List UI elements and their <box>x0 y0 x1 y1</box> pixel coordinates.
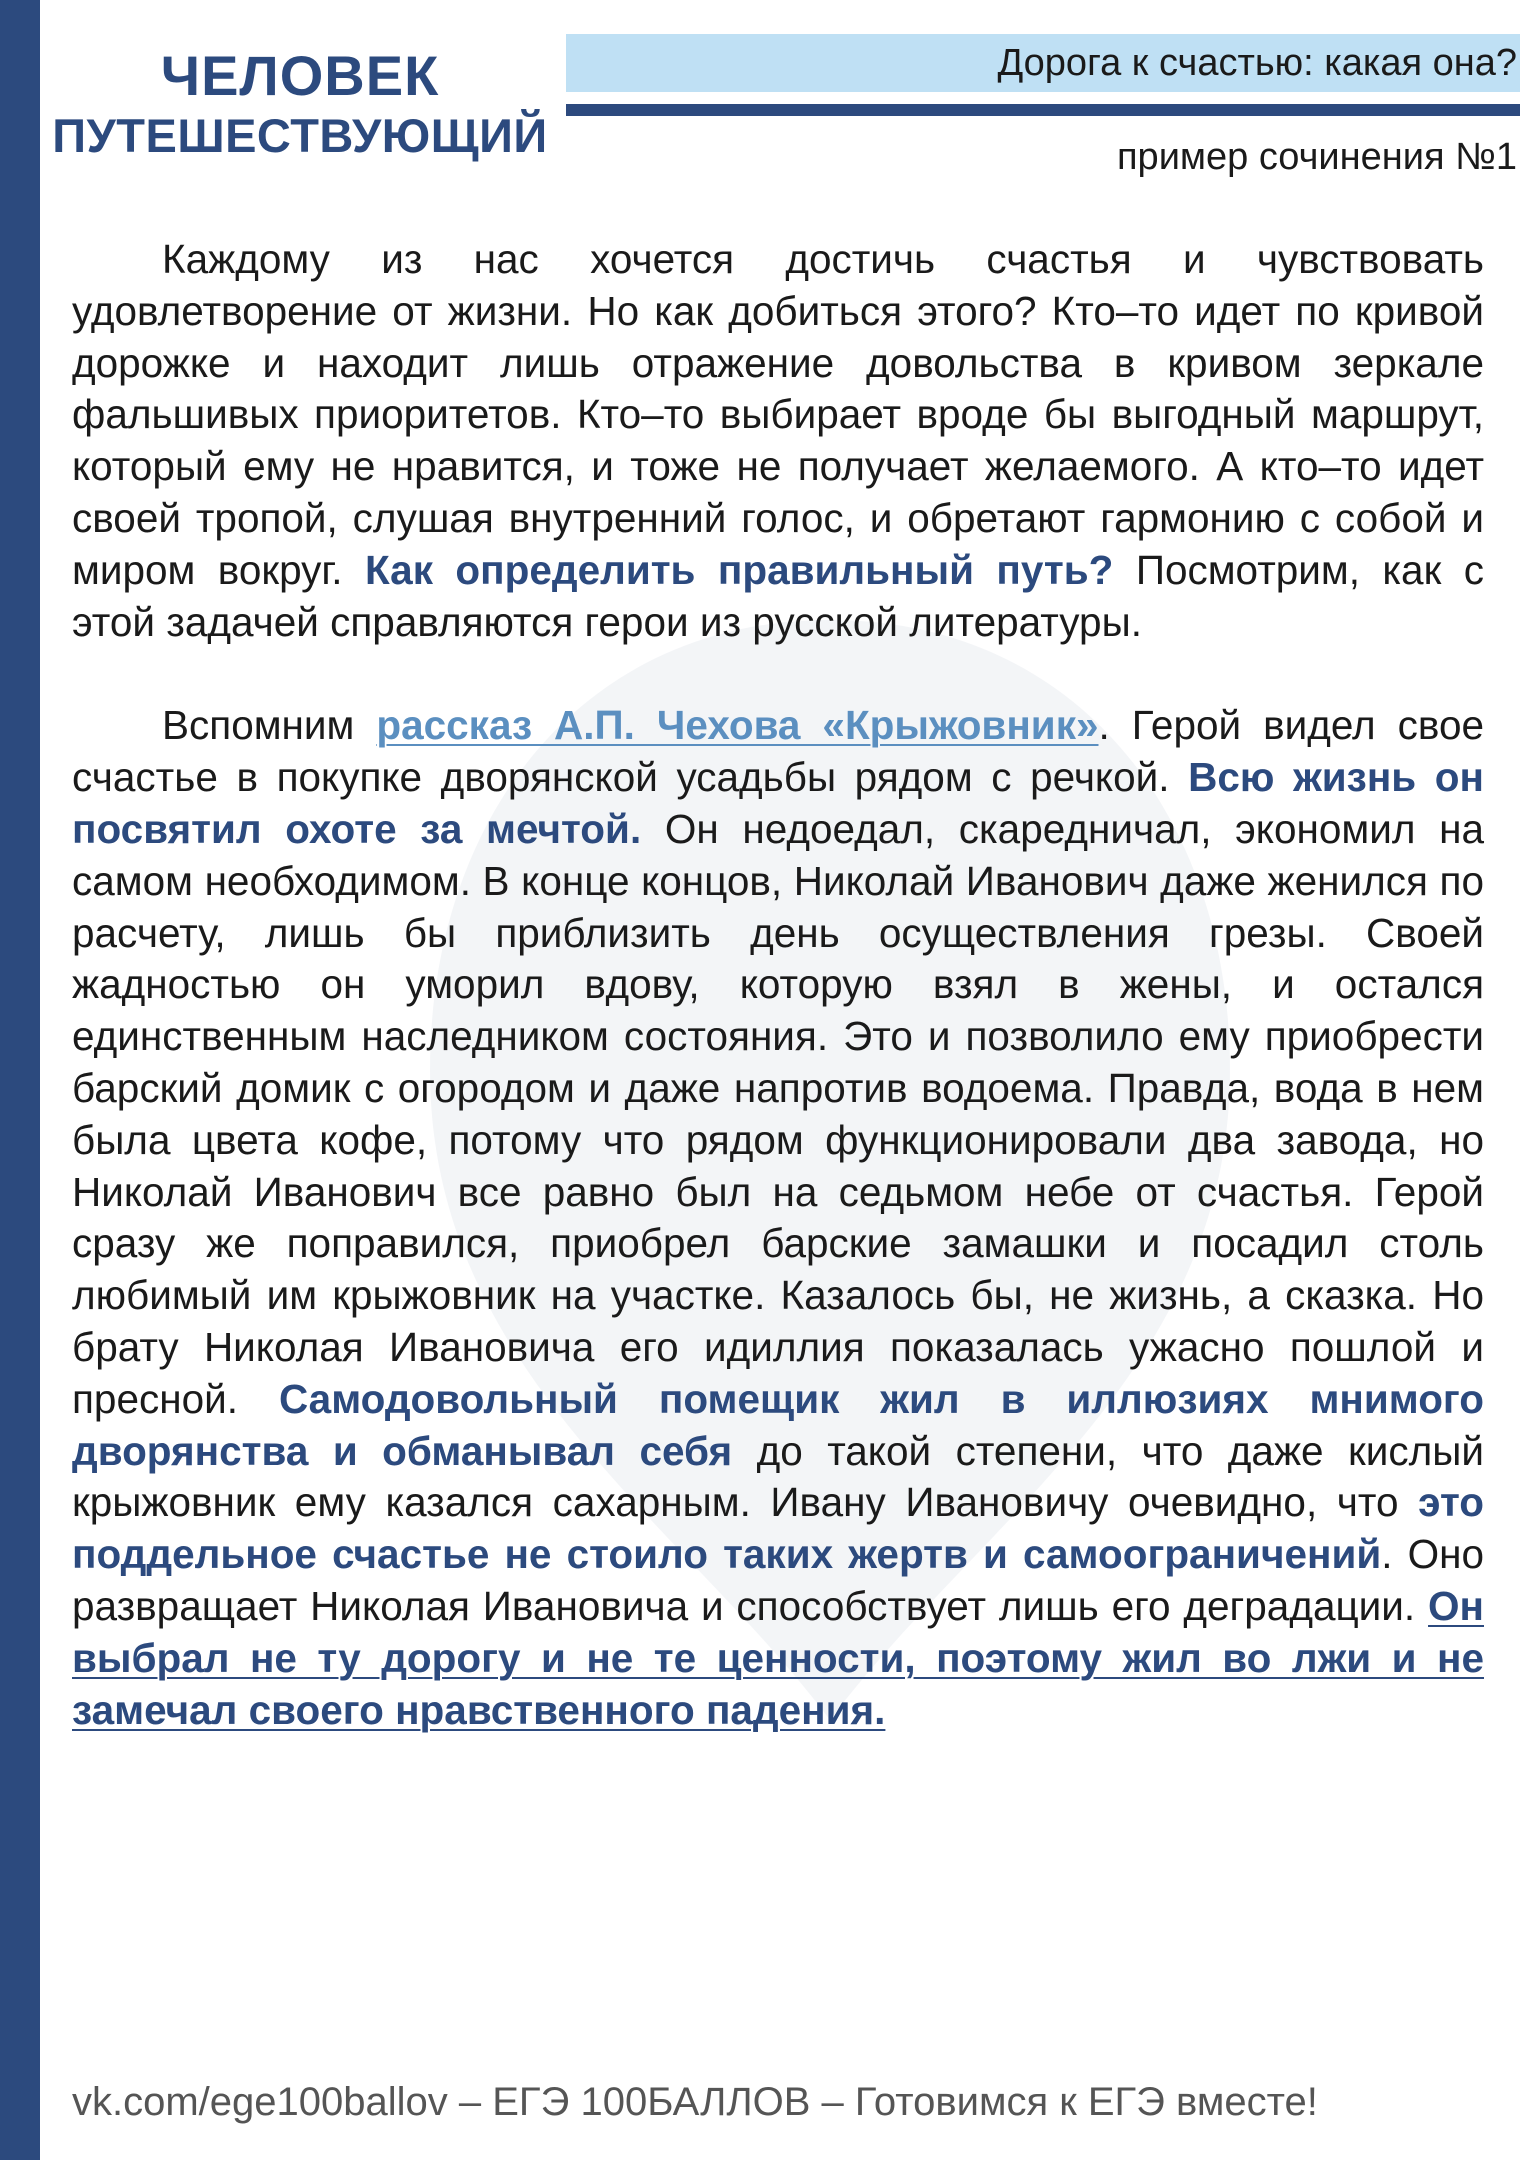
essay-paragraph-intro <box>72 234 1484 648</box>
section-title-line1: ЧЕЛОВЕК <box>160 44 440 107</box>
key-question: Как определить правильный путь? <box>364 546 1114 593</box>
essay-text: . Оно развращает Николая Ивановича и способствует лишь его деградации. <box>72 1531 1484 1629</box>
topic-title: Дорога к счастью: какая она? <box>997 42 1517 84</box>
highlighted-phrase: Самодовольный помещик жил в иллюзиях мнимого дворянства и обманывал себя <box>72 1375 1485 1474</box>
essay-text: Посмотрим, как с этой задачей справляются герои из русской литературы. <box>72 546 1484 645</box>
essay-text: Вспомним <box>162 702 377 749</box>
essay-text: до такой степени, что даже кислый крыжовник ему казался сахарным. Ивану Ивановичу очевидно, что <box>72 1427 1484 1526</box>
left-accent-bar <box>0 0 40 2160</box>
essay-subtitle: пример сочинения №1 <box>1116 136 1517 178</box>
essay-text: . Герой видел свое счастье в покупке дворянской усадьбы рядом с речкой. <box>72 702 1484 801</box>
highlighted-phrase: это поддельное счастье не стоило таких жертв и самоограничений <box>72 1479 1484 1578</box>
section-title-line2: ПУТЕШЕСТВУЮЩИЙ <box>52 109 548 162</box>
essay-paragraph-argument <box>72 700 1484 1736</box>
essay-body <box>72 234 1484 1736</box>
essay-text: Он недоедал, скаредничал, экономил на самом необходимом. В конце концов, Николай Иванович даже женился по расчету, лишь бы приблизить день осуществления грезы. Своей жадностью он уморил вдову, которую взял в жены, и остался единственным наследником состояния. Это и позволило ему приобрести барский домик с огородом и даже напротив водоема. Правда, вода в нем была цвета кофе, потому что рядом функционировали два завода, но Николай Иванович все равно был на седьмом небе от счастья. Герой сразу же поправился, приобрел барские замашки и посадил столь любимый им крыжовник на участке. Казалось бы, не жизнь, а сказка. Но брату Николая Ивановича его идиллия показалась ужасно пошлой и пресной. <box>72 805 1484 1422</box>
literary-reference: рассказ А.П. Чехова «Крыжовник» <box>376 702 1099 749</box>
micro-conclusion: Он выбрал не ту дорогу и не те ценности, поэтому жил во лжи и не замечал своего нравственного падения. <box>72 1582 1484 1733</box>
section-title <box>40 44 560 162</box>
highlighted-phrase: Всю жизнь он посвятил охоте за мечтой. <box>72 754 1484 852</box>
header-divider <box>566 104 1520 116</box>
footer-source: vk.com/ege100ballov – ЕГЭ 100БАЛЛОВ – Готовимся к ЕГЭ вместе! <box>72 2080 1318 2124</box>
essay-text: Каждому из нас хочется достичь счастья и чувствовать удовлетворение от жизни. Но как добиться этого? Кто–то идет по кривой дорожке и находит лишь отражение довольства в кривом зеркале фальшивых приоритетов. Кто–то выбирает вроде бы выгодный маршрут, который ему не нравится, и тоже не получает желаемого. А кто–то идет своей тропой, слушая внутренний голос, и обретают гармонию с собой и миром вокруг. <box>72 236 1484 593</box>
